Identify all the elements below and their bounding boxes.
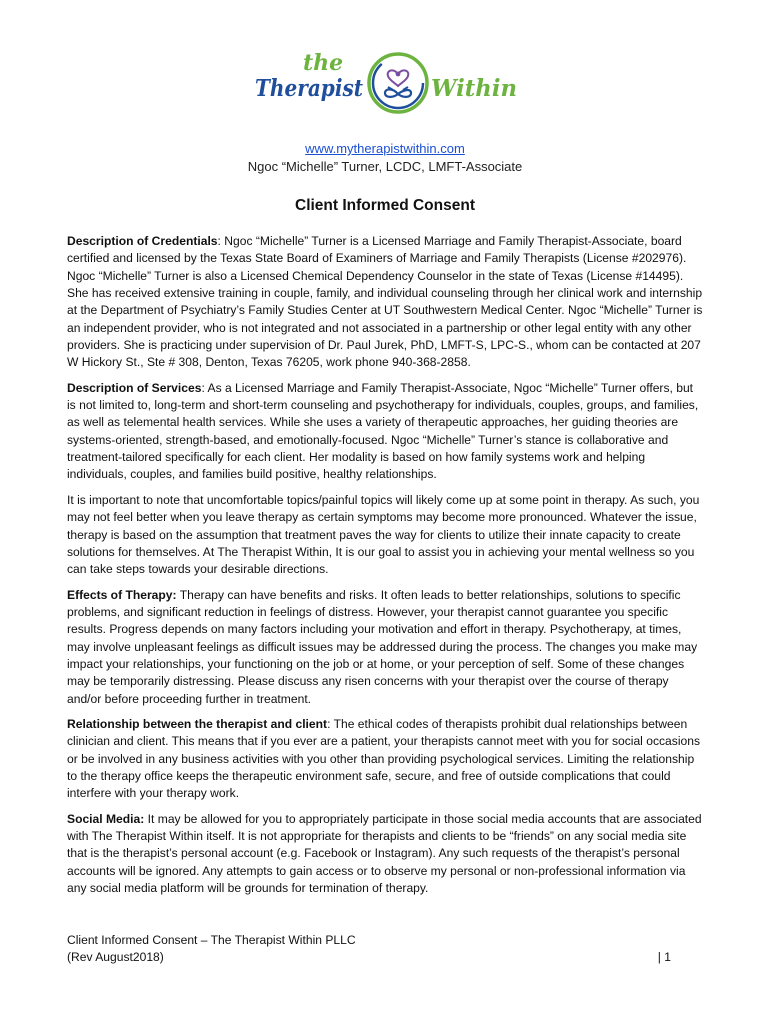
website-link[interactable]: www.mytherapistwithin.com bbox=[305, 141, 465, 156]
section-text: The ethical codes of therapists prohibit dual relationships between clinician and client. This means that if you ever are a patient, your therapists cannot meet with you for social occasions or be involved in any business activities with you other than providing psychological services. Limiting the relationship to the therapy office keeps the therapeutic environment safe, secure, and free of outside complications that could interfere with your therapy work. bbox=[67, 716, 701, 801]
section-text: As a Licensed Marriage and Family Therapist-Associate, Ngoc “Michelle” Turner offers, but is not limited to, long-term and short-term counseling and psychotherapy for individuals, couples, groups, and families, as well as telemental health services. While she uses a variety of therapeutic approaches, her guiding theories are systems-oriented, strength-based, and emotionally-focused. Ngoc “Michelle” Turner’s stance is collaborative and treatment-tailored specifically for each client. Her modality is based on how family systems work and helping individuals, couples, and families build positive, healthy relationships. bbox=[67, 380, 699, 482]
section-services: Description of Services: As a Licensed Marriage and Family Therapist-Associate, Ngoc “Michelle” Turner offers, but is not limited to, long-term and short-term counseling and psychotherapy for individuals, couples, groups, and families, as well as telemental health services. While she uses a variety of therapeutic approaches, her guiding theories are systems-oriented, strength-based, and emotionally-focused. Ngoc “Michelle” Turner’s stance is collaborative and treatment-tailored specifically for each client. Her modality is based on how family systems work and helping individuals, couples, and families build positive, healthy relationships. bbox=[67, 380, 699, 482]
footer-title: Client Informed Consent – The Therapist Within PLLC bbox=[67, 933, 356, 947]
section-effects bbox=[67, 587, 705, 708]
heart-infinity-emblem-icon bbox=[369, 54, 427, 112]
section-heading: Relationship between the therapist and client bbox=[67, 716, 328, 731]
page-number: | 1 bbox=[657, 950, 671, 964]
section-therapy-note bbox=[67, 492, 705, 579]
document-body bbox=[67, 233, 705, 905]
document-title: Client Informed Consent bbox=[295, 197, 475, 214]
section-heading: Social Media: bbox=[67, 811, 145, 826]
section-credentials: Description of Credentials: Ngoc “Michelle” Turner is a Licensed Marriage and Family Therapist-Associate, board certified and licensed by the Texas State Board of Examiners of Marriage and Family Therapists (License #202976). Ngoc “Michelle” Turner is also a Licensed Chemical Dependency Counselor in the state of Texas (License #14495). She has received extensive training in couple, family, and individual counseling through her clinical work and internship at the Department of Psychiatry’s Family Studies Center at UT Southwestern Medical Center. Ngoc “Michelle” Turner is an independent provider, who is not integrated and not associated in a partnership or other legal entity with any other providers. She is practicing under supervision of Dr. Paul Jurek, PhD, LMFT-S, LPC-S., whom can be contacted at 207 W Hickory St., Ste # 308, Denton, Texas 76205, work phone 940-368-2858. bbox=[67, 234, 703, 370]
section-heading: Description of Services bbox=[67, 380, 202, 395]
section-heading: Description of Credentials bbox=[67, 234, 218, 248]
section-relationship: Relationship between the therapist and client: The ethical codes of therapists prohibit dual relationships between clinician and client. This means that if you ever are a patient, your therapists cannot meet with you for social occasions or be involved in any business activities with you other than providing psychological services. Limiting the relationship to the therapy office keeps the therapeutic environment safe, secure, and free of outside complications that could interfere with your therapy work. bbox=[67, 716, 701, 801]
section-social-media bbox=[67, 811, 705, 898]
section-text: Ngoc “Michelle” Turner is a Licensed Marriage and Family Therapist-Associate, board certified and licensed by the Texas State Board of Examiners of Marriage and Family Therapists (License #202976). Ngoc “Michelle” Turner is also a Licensed Chemical Dependency Counselor in the state of Texas (License #14495). She has received extensive training in couple, family, and individual counseling through her clinical work and internship at the Department of Psychiatry’s Family Studies Center at UT Southwestern Medical Center. Ngoc “Michelle” Turner is an independent provider, who is not integrated and not associated in a partnership or other legal entity with any other providers. She is practicing under supervision of Dr. Paul Jurek, PhD, LMFT-S, LPC-S., whom can be contacted at 207 W Hickory St., Ste # 308, Denton, Texas 76205, work phone 940-368-2858. bbox=[67, 234, 703, 370]
section-text: It is important to note that uncomfortable topics/painful topics will likely come up at some point in therapy. As such, you may not feel better when you leave therapy as certain symptoms may become more pronounced. Whatever the issue, therapy is based on the assumption that treatment paves the way for clients to utilize their innate capacity to create solutions for themselves. At The Therapist Within, It is our goal to assist you in achieving your mental wellness so you can take steps towards your desirable directions. bbox=[67, 492, 700, 577]
therapist-name: Ngoc “Michelle” Turner, LCDC, LMFT-Associate bbox=[247, 159, 523, 174]
logo-word-within: Within bbox=[431, 75, 517, 102]
logo-word-the: the bbox=[303, 50, 344, 76]
footer-revision: (Rev August2018) bbox=[67, 950, 164, 964]
page-footer bbox=[67, 932, 705, 966]
therapist-within-logo bbox=[245, 42, 525, 124]
section-text: Therapy can have benefits and risks. It often leads to better relationships, solutions to specific problems, and significant reduction in feelings of distress. However, your therapist cannot guarantee you specific results. Progress depends on many factors including your motivation and effort in therapy. Psychotherapy, at times, may involve unpleasant feelings as difficult issues may be addressed during the process. The changes you make may impact your relationships, your functioning on the job or at home, or your perception of self. Some of these changes may be temporarily distressing. Please discuss any risen concerns with your therapist over the course of therapy and/or before proceeding further in treatment. bbox=[67, 587, 698, 706]
section-heading: Effects of Therapy: bbox=[67, 587, 177, 602]
logo-word-therapist: Therapist bbox=[255, 75, 364, 102]
section-text: It may be allowed for you to appropriately participate in those social media accounts that are associated with The Therapist Within itself. It is not appropriate for therapists and clients to be “friends” on any social media site that is the therapist’s personal account (e.g. Facebook or Instagram). Any such requests of the therapist’s personal accounts will be ignored. Any attempts to gain access or to observe my personal or non-professional information via any social media platform will be grounds for termination of therapy. bbox=[67, 811, 702, 896]
